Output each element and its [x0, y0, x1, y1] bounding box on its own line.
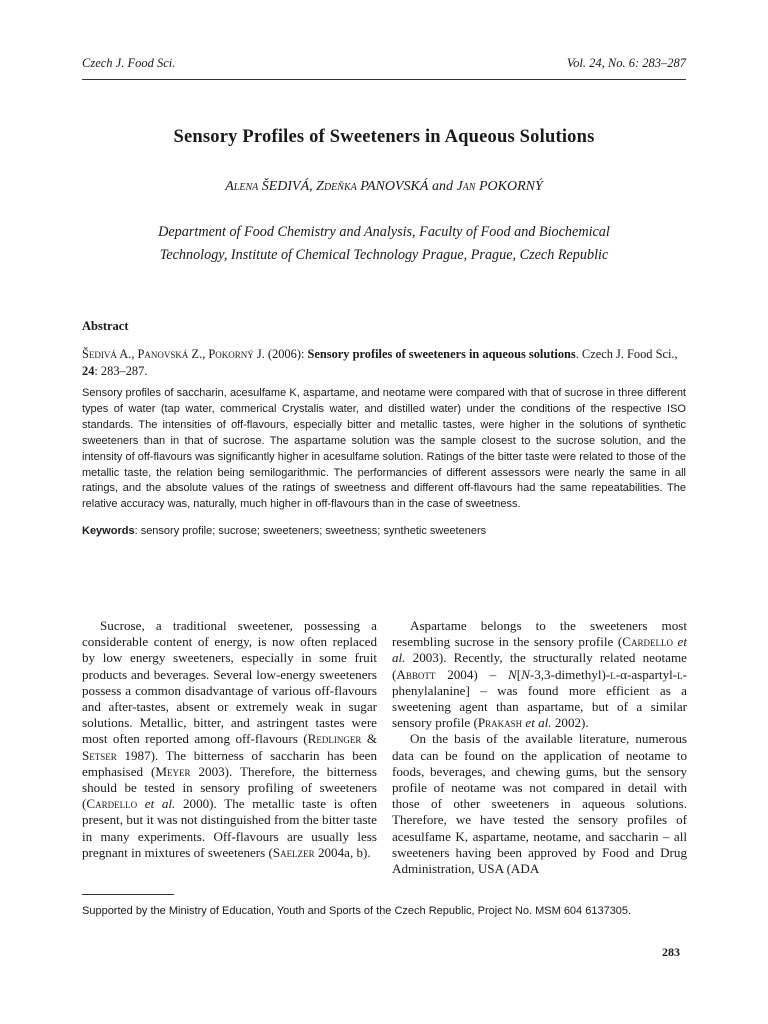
reference: Prakash — [477, 715, 523, 731]
text-run: -3,3-dimethyl)- — [529, 666, 611, 682]
citation-year: (2006): — [264, 347, 308, 361]
author1-family: ŠEDIVÁ — [261, 179, 310, 194]
text-run: 2004a, b). — [314, 844, 371, 860]
reference: Cardello — [622, 634, 673, 650]
author-sep: , — [309, 179, 317, 194]
footnote-rule — [82, 894, 174, 895]
body-paragraph — [82, 618, 377, 861]
citation-title: Sensory profiles of sweeteners in aqueous solutions — [307, 347, 576, 361]
affiliation-line: Technology, Institute of Chemical Technology Prague, Prague, Czech Republic — [159, 247, 609, 263]
text-run: -α-aspartyl- — [615, 666, 678, 682]
author3-family: POKORNÝ — [478, 179, 543, 194]
text-run: Aspartame belongs to the sweeteners most resembling sucrose in the sensory profile ( — [392, 618, 687, 650]
affiliation — [82, 221, 686, 267]
citation-journal: . Czech J. Food Sci., — [575, 347, 678, 361]
small-cap-l: l — [677, 666, 683, 682]
header-rule — [82, 79, 686, 80]
affiliation-line: Department of Food Chemistry and Analysis, Faculty of Food and Biochemical — [158, 224, 610, 240]
citation-volume: 24 — [82, 363, 95, 378]
body-column-left — [82, 618, 377, 861]
citation — [82, 346, 686, 379]
italic-n: N — [508, 666, 517, 682]
volume-info: Vol. 24, No. 6: 283–287 — [566, 56, 686, 70]
author3-given: Jan — [456, 179, 476, 194]
italic-n: N — [521, 666, 530, 682]
body-paragraph: On the basis of the available literature, numerous data can be found on the application of neotame to foods, beverages, and chewing gums, but the sensory profile of neotame was not compared in detail with those of other sweeteners in aqueous solutions. Therefore, we have tested the sensory profiles of acesulfame K, aspartame, neotame, and saccharin – all sweeteners having been approved by Food and Drug Administration, USA (ADA — [392, 731, 687, 877]
text-run: [ — [516, 666, 522, 682]
abstract-body: Sensory profiles of saccharin, acesulfame K, aspartame, and neotame were compared with that of sucrose in three different types of water (tap water, commerical Crystalis water, and distilled water) under the conditions of the respective ISO standards. The intensities of off-flavours, especially bitter and metallic tastes, were higher in the solutions of synthetic sweeteners than in that of sucrose. The aspartame solution was the sample closest to the sucrose solution, and the intensity of off-flavours was significantly higher in acesulfame solution. Ratings of the bitter taste were related to those of the metallic taste, the relation being semilogarithmic. The performancies of different assessors were nearly the same in all ratings, and the absolute values of the ratings of sweetness and different off-flavours had the same repeatabilities. The relative accuracy was, naturally, much higher in off-flavours than in the case of sweetness. — [82, 387, 686, 511]
keywords-label: Keywords — [82, 525, 135, 537]
text-run: 2004) – — [435, 666, 509, 682]
reference-etal: et al. — [392, 634, 687, 666]
reference: Cardello — [86, 796, 138, 812]
journal-name: Czech J. Food Sci. — [82, 56, 176, 70]
author1-given: Alena — [225, 179, 259, 194]
reference: Abbott — [396, 666, 436, 682]
citation-authors: Šedivá A., Panovská Z., Pokorný J. — [82, 347, 265, 361]
text-run: 2003). Recently, the structurally related neotame ( — [392, 650, 687, 682]
body-paragraph — [392, 618, 687, 731]
author2-family: PANOVSKÁ — [360, 179, 429, 194]
reference: Redlinger & Setser — [82, 731, 378, 763]
reference-etal: et al. — [522, 715, 552, 731]
author-sep: and — [428, 179, 457, 194]
text-run: -phenylalanine] – was found more efficient as a sweetening agent than aspartame, but of a similar sensory profile ( — [392, 666, 687, 731]
text-run: 1987). The bitterness of saccharin has been emphasised ( — [82, 747, 377, 779]
reference: Saelzer — [272, 844, 315, 860]
page-number: 283 — [662, 945, 680, 959]
reference: Meyer — [155, 763, 191, 779]
body-column-right — [392, 618, 687, 877]
footnote: Supported by the Ministry of Education, Youth and Sports of the Czech Republic, Project No. MSM 604 6137305. — [82, 905, 632, 917]
text-run: 2000). The metallic taste is often present, but it was not distinguished from the bitter taste in many experiments. Off-flavours are usually less pregnant in mixtures of sweeteners ( — [82, 796, 377, 860]
author2-given: Zdeňka — [316, 179, 357, 194]
text-run: Sucrose, a traditional sweetener, possessing a considerable content of energy, is now often replaced by low energy sweeteners, especially in some fruit products and beverages. Several low-energy sweeteners possess a common disadvantage of various off-flavours and after-tastes, absent or extremely weak in sugar solutions. Metallic, bitter, and astringent tastes were most often reported among off-flavours ( — [82, 618, 377, 747]
small-cap-l: l — [610, 666, 616, 682]
abstract-heading: Abstract — [82, 319, 129, 333]
text-run: 2003). Therefore, the bitterness should be tested in sensory profiling of sweeteners ( — [82, 763, 377, 812]
keywords — [82, 525, 686, 537]
keywords-list: : sensory profile; sucrose; sweeteners; sweetness; synthetic sweeteners — [134, 525, 487, 537]
author-list — [0, 179, 768, 195]
reference-etal: et al. — [137, 796, 176, 812]
article-title: Sensory Profiles of Sweeteners in Aqueous Solutions — [173, 127, 595, 147]
text-run: 2002). — [551, 715, 589, 731]
citation-pages: : 283–287. — [94, 363, 148, 378]
